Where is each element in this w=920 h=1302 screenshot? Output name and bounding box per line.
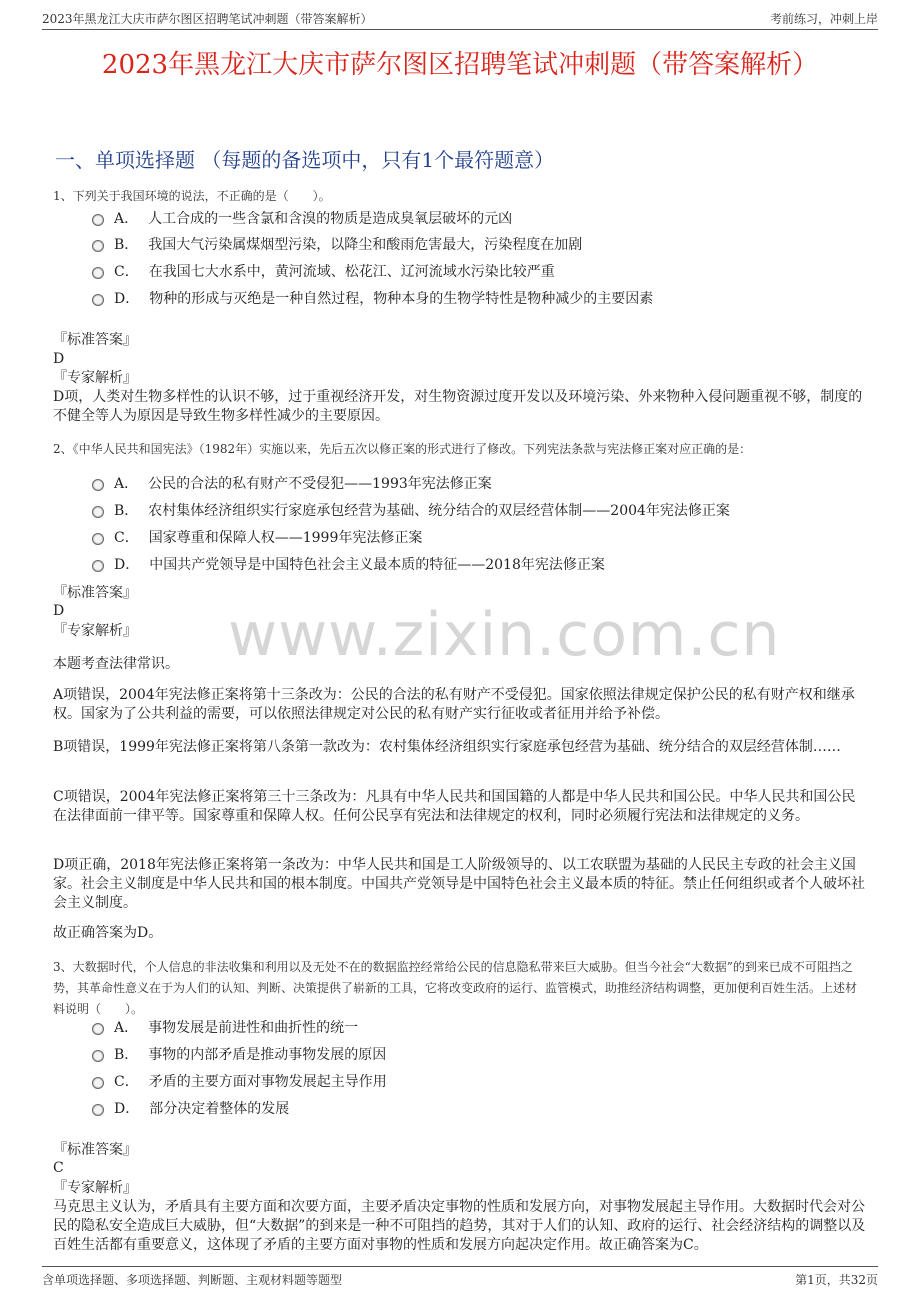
document-title: 2023年黑龙江大庆市萨尔图区招聘笔试冲刺题（带答案解析） — [101, 50, 819, 80]
question-2-option-b[interactable] — [92, 499, 730, 521]
question-1-option-b[interactable] — [92, 233, 582, 255]
page-number: 第1页，共32页 — [795, 1273, 878, 1287]
question-1-stem: 1、下列关于我国环境的说法，不正确的是（ ）。 — [53, 189, 331, 203]
option-label: D． — [114, 1101, 140, 1117]
question-3-option-c[interactable] — [92, 1070, 387, 1092]
radio-icon[interactable] — [92, 1077, 104, 1089]
option-text: 物种的形成与灭绝是一种自然过程，物种本身的生物学特性是物种减少的主要因素 — [149, 291, 654, 307]
option-text: 中国共产党领导是中国特色社会主义最本质的特征——2018年宪法修正案 — [149, 557, 605, 573]
question-1-option-a[interactable] — [92, 207, 512, 229]
option-label: C． — [114, 1074, 139, 1090]
analysis-paragraph: D项正确，2018年宪法修正案将第一条改为：中华人民共和国是工人阶级领导的、以工农联盟为基础的人民民主专政的社会主义国家。社会主义制度是中华人民共和国的根本制度。中国共产党领导是中国特色社会主义最本质的特征。禁止任何组织或者个人破坏社会主义制度。 — [53, 857, 865, 911]
option-text: 人工合成的一些含氯和含溴的物质是造成臭氧层破坏的元凶 — [148, 211, 513, 227]
question-1-option-d[interactable] — [92, 287, 653, 309]
question-2-stem: 2、《中华人民共和国宪法》（1982年）实施以来，先后五次以修正案的形式进行了修改。下列宪法条款与宪法修正案对应正确的是： — [53, 442, 752, 456]
option-text: 国家尊重和保障人权——1999年宪法修正案 — [148, 530, 423, 546]
analysis-paragraph: A项错误，2004年宪法修正案将第十三条改为：公民的合法的私有财产不受侵犯。国家依照法律规定保护公民的私有财产权和继承权。国家为了公共利益的需要，可以依照法律规定对公民的私有财产实行征收或者征用并给予补偿。 — [53, 687, 855, 722]
analysis-paragraph: D项，人类对生物多样性的认识不够，过于重视经济开发，对生物资源过度开发以及环境污染、外来物种入侵问题重视不够，制度的不健全等人为原因是导致生物多样性减少的主要原因。 — [53, 389, 863, 424]
radio-icon[interactable] — [92, 214, 104, 226]
analysis-paragraph: 本题考查法律常识。 — [53, 656, 179, 672]
option-text: 公民的合法的私有财产不受侵犯——1993年宪法修正案 — [148, 476, 492, 492]
option-label: D． — [114, 291, 140, 307]
analysis-label: 『专家解析』 — [53, 370, 137, 386]
answer-value: D — [53, 351, 65, 367]
question-3-stem: 3、大数据时代，个人信息的非法收集和利用以及无处不在的数据监控经常给公民的信息隐私带来巨大威胁。但当今社会“大数据”的到来已成不可阻挡之势，其革命性意义在于为人们的认知、判断、决策提供了崭新的工具，它将改变政府的运行、监管模式，助推经济结构调整，更加便利百姓生活。上述材料说明（ ）。 — [53, 960, 858, 1016]
radio-icon[interactable] — [92, 1023, 104, 1035]
question-3-option-d[interactable] — [92, 1097, 289, 1119]
radio-icon[interactable] — [92, 294, 104, 306]
answer-label: 『标准答案』 — [53, 332, 137, 348]
question-2-option-a[interactable] — [92, 472, 492, 494]
radio-icon[interactable] — [92, 506, 104, 518]
radio-icon[interactable] — [92, 1104, 104, 1116]
analysis-label: 『专家解析』 — [53, 623, 137, 639]
footer-question-types: 含单项选择题、多项选择题、判断题、主观材料题等题型 — [42, 1273, 343, 1287]
radio-icon[interactable] — [92, 479, 104, 491]
analysis-paragraph: 马克思主义认为，矛盾具有主要方面和次要方面，主要矛盾决定事物的性质和发展方向，对事物发展起主导作用。大数据时代会对公民的隐私安全造成巨大威胁，但“大数据”的到来是一种不可阻挡的趋势，其对于人们的认知、政府的运行、社会经济结构的调整以及百姓生活都有重要意义，这体现了矛盾的主要方面对事物的性质和发展方向起决定作用。故正确答案为C。 — [53, 1199, 866, 1253]
option-text: 矛盾的主要方面对事物发展起主导作用 — [148, 1074, 387, 1090]
option-text: 农村集体经济组织实行家庭承包经营为基础、统分结合的双层经营体制——2004年宪法修正案 — [148, 503, 730, 519]
option-label: C． — [114, 264, 139, 280]
option-label: B． — [114, 237, 139, 253]
option-label: B． — [114, 503, 139, 519]
option-text: 部分决定着整体的发展 — [149, 1101, 290, 1117]
header-divider — [42, 29, 878, 30]
radio-icon[interactable] — [92, 240, 104, 252]
option-label: C． — [114, 530, 139, 546]
answer-value: C — [53, 1160, 64, 1176]
section-heading: 一、单项选择题 （每题的备选项中，只有1个最符题意） — [55, 148, 555, 172]
option-text: 我国大气污染属煤烟型污染，以降尘和酸雨危害最大，污染程度在加剧 — [148, 237, 583, 253]
option-label: D． — [114, 557, 140, 573]
footer-divider — [42, 1266, 878, 1267]
question-2-option-d[interactable] — [92, 553, 605, 575]
option-text: 事物的内部矛盾是推动事物发展的原因 — [148, 1047, 387, 1063]
analysis-paragraph: C项错误，2004年宪法修正案将第三十三条改为：凡具有中华人民共和国国籍的人都是中华人民共和国公民。中华人民共和国公民在法律面前一律平等。国家尊重和保障人权。任何公民享有宪法和法律规定的权利，同时必须履行宪法和法律规定的义务。 — [53, 789, 856, 824]
analysis-paragraph: B项错误，1999年宪法修正案将第八条第一款改为：农村集体经济组织实行家庭承包经营为基础、统分结合的双层经营体制…… — [53, 739, 841, 755]
radio-icon[interactable] — [92, 560, 104, 572]
option-label: A． — [114, 211, 139, 227]
question-2-option-c[interactable] — [92, 526, 422, 548]
radio-icon[interactable] — [92, 267, 104, 279]
page-header-slogan: 考前练习，冲刺上岸 — [769, 12, 878, 26]
watermark: www.zixin.com.cn — [228, 600, 781, 670]
option-text: 在我国七大水系中，黄河流域、松花江、辽河流域水污染比较严重 — [148, 264, 555, 280]
analysis-paragraph: 故正确答案为D。 — [53, 925, 163, 941]
answer-value: D — [53, 603, 65, 619]
option-label: B． — [114, 1047, 139, 1063]
page-header-title: 2023年黑龙江大庆市萨尔图区招聘笔试冲刺题（带答案解析） — [42, 12, 373, 26]
question-3-option-b[interactable] — [92, 1043, 386, 1065]
option-label: A． — [114, 1020, 139, 1036]
analysis-label: 『专家解析』 — [53, 1180, 137, 1196]
radio-icon[interactable] — [92, 1050, 104, 1062]
answer-label: 『标准答案』 — [53, 585, 137, 601]
answer-label: 『标准答案』 — [53, 1142, 137, 1158]
option-label: A． — [114, 476, 139, 492]
question-1-option-c[interactable] — [92, 260, 555, 282]
option-text: 事物发展是前进性和曲折性的统一 — [148, 1020, 359, 1036]
question-3-option-a[interactable] — [92, 1016, 358, 1038]
radio-icon[interactable] — [92, 533, 104, 545]
